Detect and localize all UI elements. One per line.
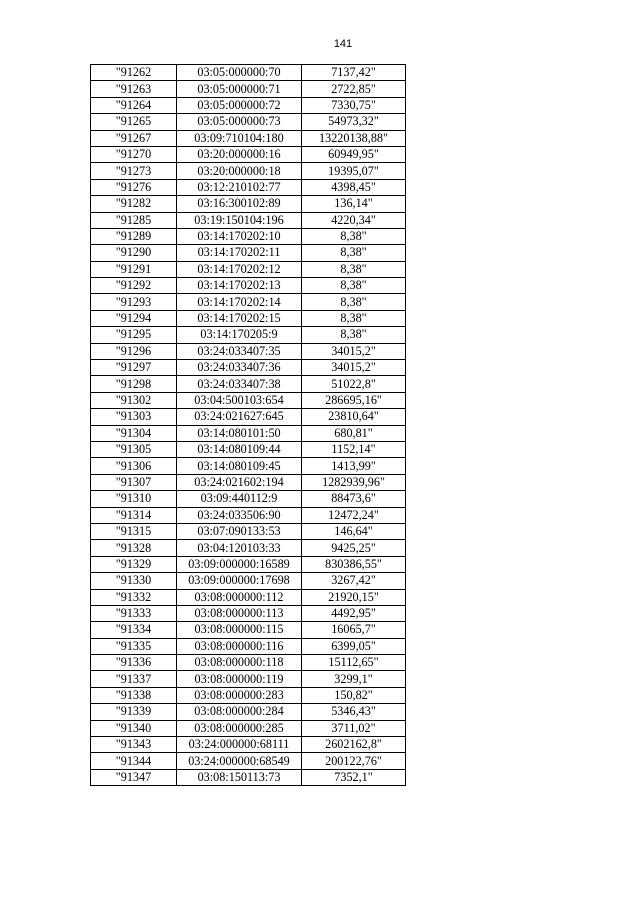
table-row	[91, 278, 406, 294]
table-row	[91, 97, 406, 113]
value-cell: 1152,14"	[302, 441, 406, 457]
value-cell: 7330,75"	[302, 97, 406, 113]
cadastral-number-cell: 03:04:120103:33	[177, 540, 302, 556]
row-id-cell: "91265	[91, 114, 177, 130]
cadastral-number-cell: 03:08:000000:115	[177, 622, 302, 638]
table-row	[91, 622, 406, 638]
table-row	[91, 556, 406, 572]
value-cell: 3299,1"	[302, 671, 406, 687]
table-row	[91, 425, 406, 441]
value-cell: 9425,25"	[302, 540, 406, 556]
value-cell: 1282939,96"	[302, 474, 406, 490]
row-id-cell: "91276	[91, 179, 177, 195]
row-id-cell: "91262	[91, 65, 177, 81]
cadastral-number-cell: 03:14:170202:10	[177, 228, 302, 244]
table-row	[91, 310, 406, 326]
row-id-cell: "91303	[91, 409, 177, 425]
value-cell: 19395,07"	[302, 163, 406, 179]
value-cell: 8,38"	[302, 245, 406, 261]
value-cell: 7137,42"	[302, 65, 406, 81]
row-id-cell: "91302	[91, 392, 177, 408]
value-cell: 88473,6"	[302, 491, 406, 507]
cadastral-number-cell: 03:20:000000:16	[177, 146, 302, 162]
table-row	[91, 261, 406, 277]
value-cell: 680,81"	[302, 425, 406, 441]
table-row	[91, 605, 406, 621]
row-id-cell: "91337	[91, 671, 177, 687]
value-cell: 54973,32"	[302, 114, 406, 130]
row-id-cell: "91330	[91, 573, 177, 589]
cadastral-number-cell: 03:14:170202:15	[177, 310, 302, 326]
value-cell: 7352,1"	[302, 769, 406, 785]
cadastral-number-cell: 03:08:150113:73	[177, 769, 302, 785]
value-cell: 146,64"	[302, 523, 406, 539]
row-id-cell: "91338	[91, 687, 177, 703]
cadastral-number-cell: 03:08:000000:283	[177, 687, 302, 703]
table-row	[91, 360, 406, 376]
row-id-cell: "91264	[91, 97, 177, 113]
table-row	[91, 523, 406, 539]
value-cell: 3711,02"	[302, 720, 406, 736]
table-row	[91, 114, 406, 130]
row-id-cell: "91305	[91, 441, 177, 457]
table-body	[91, 65, 406, 786]
cadastral-number-cell: 03:09:000000:17698	[177, 573, 302, 589]
cadastral-number-cell: 03:05:000000:70	[177, 65, 302, 81]
cadastral-number-cell: 03:08:000000:119	[177, 671, 302, 687]
value-cell: 8,38"	[302, 310, 406, 326]
row-id-cell: "91290	[91, 245, 177, 261]
value-cell: 34015,2"	[302, 360, 406, 376]
value-cell: 23810,64"	[302, 409, 406, 425]
table-row	[91, 196, 406, 212]
cadastral-number-cell: 03:14:170202:14	[177, 294, 302, 310]
cadastral-number-cell: 03:14:170202:13	[177, 278, 302, 294]
cadastral-number-cell: 03:24:033407:35	[177, 343, 302, 359]
value-cell: 2602162,8"	[302, 737, 406, 753]
row-id-cell: "91297	[91, 360, 177, 376]
row-id-cell: "91335	[91, 638, 177, 654]
table-row	[91, 671, 406, 687]
row-id-cell: "91289	[91, 228, 177, 244]
table-row	[91, 720, 406, 736]
row-id-cell: "91334	[91, 622, 177, 638]
cadastral-number-cell: 03:12:210102:77	[177, 179, 302, 195]
cadastral-number-cell: 03:08:000000:113	[177, 605, 302, 621]
cadastral-number-cell: 03:24:021602:194	[177, 474, 302, 490]
value-cell: 60949,95"	[302, 146, 406, 162]
value-cell: 8,38"	[302, 327, 406, 343]
table-row	[91, 228, 406, 244]
value-cell: 8,38"	[302, 278, 406, 294]
value-cell: 8,38"	[302, 261, 406, 277]
value-cell: 4398,45"	[302, 179, 406, 195]
row-id-cell: "91292	[91, 278, 177, 294]
row-id-cell: "91263	[91, 81, 177, 97]
row-id-cell: "91340	[91, 720, 177, 736]
table-row	[91, 441, 406, 457]
cadastral-number-cell: 03:14:080101:50	[177, 425, 302, 441]
cadastral-number-cell: 03:19:150104:196	[177, 212, 302, 228]
row-id-cell: "91315	[91, 523, 177, 539]
row-id-cell: "91282	[91, 196, 177, 212]
value-cell: 21920,15"	[302, 589, 406, 605]
cadastral-number-cell: 03:24:033407:38	[177, 376, 302, 392]
value-cell: 4220,34"	[302, 212, 406, 228]
row-id-cell: "91339	[91, 704, 177, 720]
table-row	[91, 573, 406, 589]
cadastral-number-cell: 03:14:170205:9	[177, 327, 302, 343]
table-row	[91, 704, 406, 720]
table-row	[91, 507, 406, 523]
cadastral-number-cell: 03:08:000000:285	[177, 720, 302, 736]
value-cell: 8,38"	[302, 294, 406, 310]
row-id-cell: "91310	[91, 491, 177, 507]
cadastral-number-cell: 03:16:300102:89	[177, 196, 302, 212]
cadastral-number-cell: 03:05:000000:72	[177, 97, 302, 113]
cadastral-number-cell: 03:08:000000:284	[177, 704, 302, 720]
cadastral-number-cell: 03:24:033407:36	[177, 360, 302, 376]
value-cell: 136,14"	[302, 196, 406, 212]
row-id-cell: "91291	[91, 261, 177, 277]
row-id-cell: "91329	[91, 556, 177, 572]
table-row	[91, 327, 406, 343]
data-table	[90, 64, 406, 786]
cadastral-number-cell: 03:09:000000:16589	[177, 556, 302, 572]
cadastral-number-cell: 03:05:000000:73	[177, 114, 302, 130]
value-cell: 3267,42"	[302, 573, 406, 589]
value-cell: 150,82"	[302, 687, 406, 703]
cadastral-number-cell: 03:07:090133:53	[177, 523, 302, 539]
value-cell: 6399,05"	[302, 638, 406, 654]
table-row	[91, 212, 406, 228]
table-row	[91, 769, 406, 785]
cadastral-number-cell: 03:04:500103:654	[177, 392, 302, 408]
value-cell: 12472,24"	[302, 507, 406, 523]
value-cell: 200122,76"	[302, 753, 406, 769]
value-cell: 4492,95"	[302, 605, 406, 621]
cadastral-number-cell: 03:24:021627:645	[177, 409, 302, 425]
table-row	[91, 179, 406, 195]
cadastral-number-cell: 03:24:033506:90	[177, 507, 302, 523]
cadastral-number-cell: 03:14:170202:12	[177, 261, 302, 277]
page-number: 141	[333, 38, 353, 50]
row-id-cell: "91267	[91, 130, 177, 146]
cadastral-number-cell: 03:08:000000:112	[177, 589, 302, 605]
row-id-cell: "91347	[91, 769, 177, 785]
value-cell: 51022,8"	[302, 376, 406, 392]
table-row	[91, 392, 406, 408]
table-row	[91, 163, 406, 179]
row-id-cell: "91293	[91, 294, 177, 310]
table-row	[91, 491, 406, 507]
value-cell: 286695,16"	[302, 392, 406, 408]
row-id-cell: "91344	[91, 753, 177, 769]
cadastral-number-cell: 03:24:000000:68111	[177, 737, 302, 753]
table-row	[91, 737, 406, 753]
row-id-cell: "91328	[91, 540, 177, 556]
row-id-cell: "91307	[91, 474, 177, 490]
table-row	[91, 409, 406, 425]
row-id-cell: "91333	[91, 605, 177, 621]
table-row	[91, 474, 406, 490]
row-id-cell: "91332	[91, 589, 177, 605]
cadastral-number-cell: 03:24:000000:68549	[177, 753, 302, 769]
cadastral-number-cell: 03:14:080109:45	[177, 458, 302, 474]
table-row	[91, 540, 406, 556]
cadastral-number-cell: 03:14:170202:11	[177, 245, 302, 261]
table-row	[91, 245, 406, 261]
table-row	[91, 589, 406, 605]
row-id-cell: "91304	[91, 425, 177, 441]
row-id-cell: "91295	[91, 327, 177, 343]
table-row	[91, 376, 406, 392]
cadastral-number-cell: 03:08:000000:118	[177, 655, 302, 671]
table-row	[91, 65, 406, 81]
row-id-cell: "91273	[91, 163, 177, 179]
value-cell: 5346,43"	[302, 704, 406, 720]
table-row	[91, 753, 406, 769]
value-cell: 830386,55"	[302, 556, 406, 572]
table-row	[91, 81, 406, 97]
value-cell: 1413,99"	[302, 458, 406, 474]
value-cell: 34015,2"	[302, 343, 406, 359]
row-id-cell: "91306	[91, 458, 177, 474]
row-id-cell: "91285	[91, 212, 177, 228]
table-row	[91, 294, 406, 310]
table-row	[91, 638, 406, 654]
cadastral-number-cell: 03:14:080109:44	[177, 441, 302, 457]
cadastral-number-cell: 03:08:000000:116	[177, 638, 302, 654]
row-id-cell: "91314	[91, 507, 177, 523]
table-row	[91, 146, 406, 162]
row-id-cell: "91298	[91, 376, 177, 392]
cadastral-number-cell: 03:20:000000:18	[177, 163, 302, 179]
table-row	[91, 343, 406, 359]
value-cell: 2722,85"	[302, 81, 406, 97]
table-row	[91, 458, 406, 474]
row-id-cell: "91270	[91, 146, 177, 162]
value-cell: 8,38"	[302, 228, 406, 244]
value-cell: 13220138,88"	[302, 130, 406, 146]
row-id-cell: "91336	[91, 655, 177, 671]
value-cell: 16065,7"	[302, 622, 406, 638]
row-id-cell: "91343	[91, 737, 177, 753]
value-cell: 15112,65"	[302, 655, 406, 671]
table-row	[91, 655, 406, 671]
cadastral-number-cell: 03:05:000000:71	[177, 81, 302, 97]
table-row	[91, 130, 406, 146]
row-id-cell: "91296	[91, 343, 177, 359]
cadastral-number-cell: 03:09:710104:180	[177, 130, 302, 146]
cadastral-number-cell: 03:09:440112:9	[177, 491, 302, 507]
table-row	[91, 687, 406, 703]
row-id-cell: "91294	[91, 310, 177, 326]
